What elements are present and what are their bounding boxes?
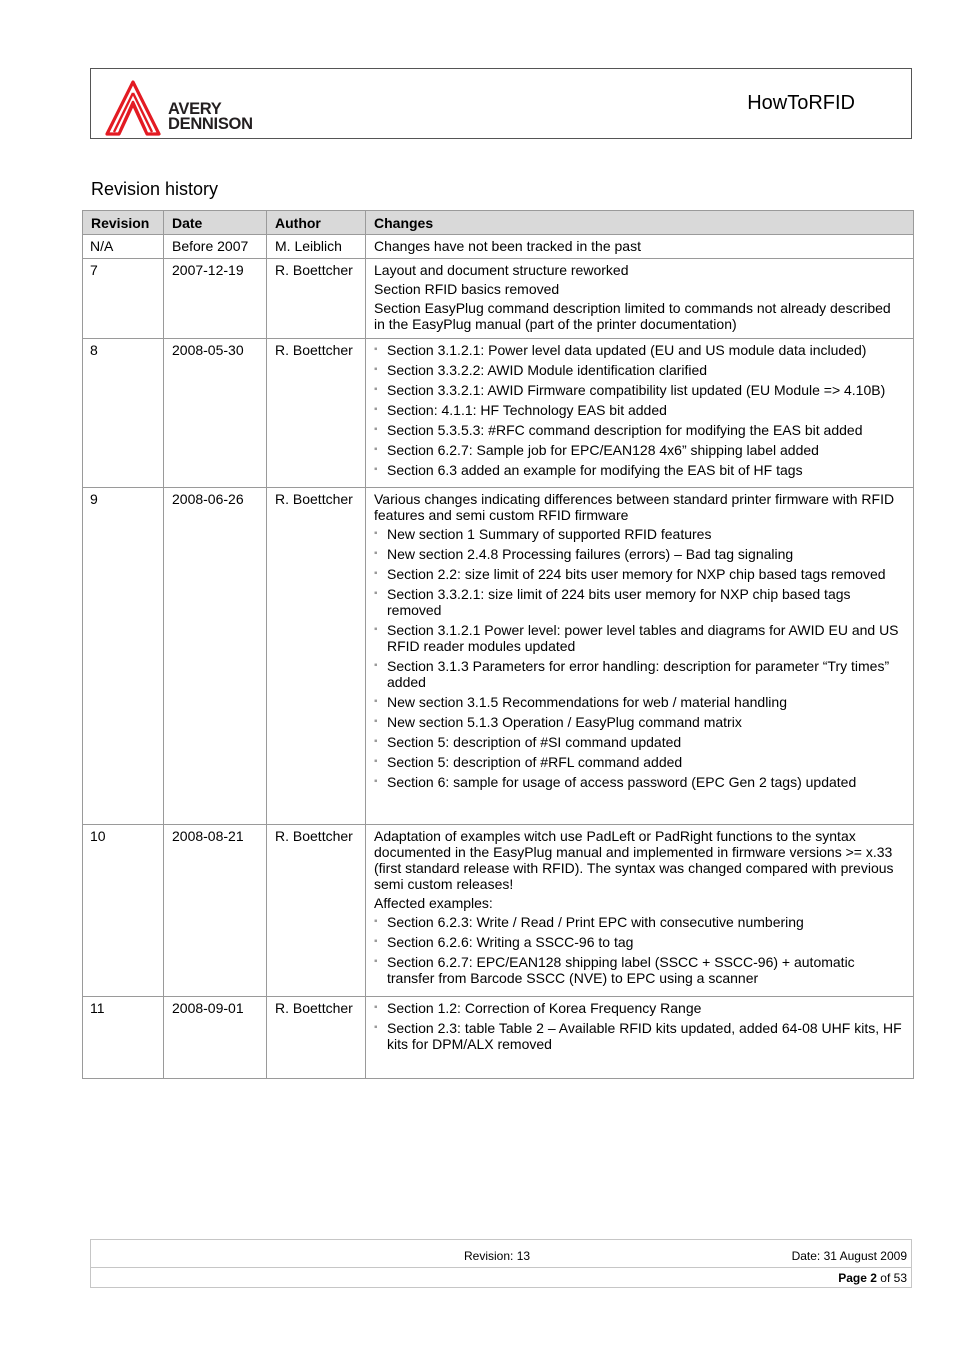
bullet-icon: ▪ xyxy=(374,364,378,375)
change-list-item xyxy=(374,422,905,438)
change-list-item xyxy=(374,1000,905,1016)
date-cell: 2008-09-01 xyxy=(164,997,267,1079)
change-list-item xyxy=(374,694,905,710)
bullet-icon: ▪ xyxy=(374,660,378,671)
change-item-text: Section 2.2: size limit of 224 bits user memory for NXP chip based tags removed xyxy=(387,566,886,582)
column-header-date: Date xyxy=(164,211,267,235)
change-item-text: Section 6.2.3: Write / Read / Print EPC with consecutive numbering xyxy=(387,914,804,930)
revision-cell: 8 xyxy=(83,339,164,488)
page-label: Page xyxy=(838,1271,867,1285)
page-header xyxy=(90,68,912,139)
footer-date: Date: 31 August 2009 xyxy=(791,1249,907,1263)
change-list xyxy=(374,914,905,986)
change-list-item xyxy=(374,442,905,458)
changes-cell xyxy=(366,339,914,488)
change-list-item xyxy=(374,586,905,618)
section-title: Revision history xyxy=(91,179,219,199)
bullet-icon: ▪ xyxy=(374,776,378,787)
bullet-icon: ▪ xyxy=(374,528,378,539)
bullet-icon: ▪ xyxy=(374,716,378,727)
changes-cell xyxy=(366,825,914,997)
change-paragraph: Layout and document structure reworked xyxy=(374,262,629,278)
change-list-item xyxy=(374,754,905,770)
change-list xyxy=(374,342,905,478)
bullet-icon: ▪ xyxy=(374,444,378,455)
bullet-icon: ▪ xyxy=(374,956,378,967)
table-row xyxy=(83,235,914,259)
revision-cell: 10 xyxy=(83,825,164,997)
avery-dennison-logo xyxy=(105,80,281,136)
document-title: HowToRFID xyxy=(747,92,855,114)
change-list-item xyxy=(374,714,905,730)
revision-history-table xyxy=(82,210,914,1079)
change-item-text: New section 5.1.3 Operation / EasyPlug command matrix xyxy=(387,714,742,730)
change-list-item xyxy=(374,734,905,750)
bullet-icon: ▪ xyxy=(374,936,378,947)
change-item-text: Section 3.1.2.1 Power level: power level tables and diagrams for AWID EU and US RFID reader modules updated xyxy=(387,622,899,654)
change-item-text: Section 3.3.2.1: AWID Firmware compatibility list updated (EU Module => 4.10B) xyxy=(387,382,886,398)
date-cell: 2007-12-19 xyxy=(164,259,267,339)
page-total: of 53 xyxy=(880,1271,907,1285)
logo-wordmark xyxy=(168,102,253,132)
bullet-icon: ▪ xyxy=(374,916,378,927)
bullet-icon: ▪ xyxy=(374,404,378,415)
table-row xyxy=(83,825,914,997)
revision-cell: 11 xyxy=(83,997,164,1079)
change-list-item xyxy=(374,954,905,986)
bullet-icon: ▪ xyxy=(374,424,378,435)
bullet-icon: ▪ xyxy=(374,1022,378,1033)
author-cell: R. Boettcher xyxy=(267,997,366,1079)
column-header-revision: Revision xyxy=(83,211,164,235)
change-list-item xyxy=(374,622,905,654)
change-list-item xyxy=(374,914,905,930)
change-list-item xyxy=(374,658,905,690)
bullet-icon: ▪ xyxy=(374,696,378,707)
date-cell: 2008-06-26 xyxy=(164,488,267,825)
author-cell: R. Boettcher xyxy=(267,825,366,997)
change-paragraph: Adaptation of examples witch use PadLeft or PadRight functions to the syntax documented in the EasyPlug manual and implemented in firmware versions >= x.33 (first standard release with RFID). The syntax was changed compared with previous semi custom releases! xyxy=(374,828,894,892)
change-item-text: New section 3.1.5 Recommendations for web / material handling xyxy=(387,694,787,710)
revision-cell: 7 xyxy=(83,259,164,339)
table-row xyxy=(83,259,914,339)
revision-cell: N/A xyxy=(83,235,164,259)
change-paragraph: Changes have not been tracked in the past xyxy=(374,238,641,254)
change-list-item xyxy=(374,526,905,542)
page-number xyxy=(838,1271,907,1285)
date-cell: 2008-08-21 xyxy=(164,825,267,997)
changes-cell xyxy=(366,488,914,825)
changes-cell xyxy=(366,997,914,1079)
change-item-text: Section 5: description of #RFL command added xyxy=(387,754,683,770)
change-list-item xyxy=(374,566,905,582)
change-item-text: Section 2.3: table Table 2 – Available RFID kits updated, added 64-08 UHF kits, HF kits for DPM/ALX removed xyxy=(387,1020,902,1052)
bullet-icon: ▪ xyxy=(374,1002,378,1013)
change-item-text: Section: 4.1.1: HF Technology EAS bit added xyxy=(387,402,667,418)
bullet-icon: ▪ xyxy=(374,568,378,579)
change-list-item xyxy=(374,1020,905,1052)
change-item-text: Section 5.3.5.3: #RFC command description for modifying the EAS bit added xyxy=(387,422,863,438)
change-list-item xyxy=(374,342,905,358)
change-item-text: Section 6.3 added an example for modifying the EAS bit of HF tags xyxy=(387,462,803,478)
change-item-text: Section 3.3.2.2: AWID Module identification clarified xyxy=(387,362,708,378)
revision-cell: 9 xyxy=(83,488,164,825)
logo-line-2: DENNISON xyxy=(168,115,253,133)
change-list-item xyxy=(374,462,905,478)
table-row xyxy=(83,488,914,825)
change-list xyxy=(374,526,905,790)
change-list-item xyxy=(374,546,905,562)
author-cell: R. Boettcher xyxy=(267,339,366,488)
table-header-row xyxy=(83,211,914,235)
date-cell: Before 2007 xyxy=(164,235,267,259)
footer-divider xyxy=(91,1267,911,1268)
change-paragraph: Affected examples: xyxy=(374,895,493,911)
change-item-text: Section 6.2.7: Sample job for EPC/EAN128 4x6” shipping label added xyxy=(387,442,819,458)
author-cell: R. Boettcher xyxy=(267,259,366,339)
change-item-text: Section 3.1.2.1: Power level data updated (EU and US module data included) xyxy=(387,342,867,358)
change-item-text: Section 5: description of #SI command updated xyxy=(387,734,682,750)
change-item-text: Section 6: sample for usage of access password (EPC Gen 2 tags) updated xyxy=(387,774,857,790)
changes-cell xyxy=(366,259,914,339)
change-paragraph: Section EasyPlug command description limited to commands not already described in the EasyPlug manual (part of the printer documentation) xyxy=(374,300,891,332)
page-current: 2 xyxy=(870,1271,877,1285)
changes-cell xyxy=(366,235,914,259)
change-item-text: Section 3.1.3 Parameters for error handling: description for parameter “Try times” added xyxy=(387,658,890,690)
bullet-icon: ▪ xyxy=(374,464,378,475)
logo-mark-icon xyxy=(105,80,161,136)
change-paragraph: Section RFID basics removed xyxy=(374,281,560,297)
change-item-text: Section 1.2: Correction of Korea Frequency Range xyxy=(387,1000,702,1016)
change-list xyxy=(374,1000,905,1052)
logo-line-1: AVERY xyxy=(168,100,222,118)
change-list-item xyxy=(374,774,905,790)
page-footer xyxy=(90,1239,912,1288)
change-list-item xyxy=(374,382,905,398)
bullet-icon: ▪ xyxy=(374,588,378,599)
change-list-item xyxy=(374,362,905,378)
change-item-text: Section 6.2.6: Writing a SSCC-96 to tag xyxy=(387,934,634,950)
table-row xyxy=(83,339,914,488)
date-cell: 2008-05-30 xyxy=(164,339,267,488)
change-list-item xyxy=(374,934,905,950)
column-header-changes: Changes xyxy=(366,211,914,235)
author-cell: M. Leiblich xyxy=(267,235,366,259)
bullet-icon: ▪ xyxy=(374,548,378,559)
column-header-author: Author xyxy=(267,211,366,235)
change-item-text: New section 2.4.8 Processing failures (errors) – Bad tag signaling xyxy=(387,546,794,562)
bullet-icon: ▪ xyxy=(374,736,378,747)
change-paragraph: Various changes indicating differences between standard printer firmware with RFID features and semi custom RFID firmware xyxy=(374,491,895,523)
change-list-item xyxy=(374,402,905,418)
bullet-icon: ▪ xyxy=(374,384,378,395)
change-item-text: Section 3.3.2.1: size limit of 224 bits user memory for NXP chip based tags removed xyxy=(387,586,851,618)
change-item-text: New section 1 Summary of supported RFID features xyxy=(387,526,712,542)
bullet-icon: ▪ xyxy=(374,344,378,355)
author-cell: R. Boettcher xyxy=(267,488,366,825)
table-row xyxy=(83,997,914,1079)
bullet-icon: ▪ xyxy=(374,624,378,635)
bullet-icon: ▪ xyxy=(374,756,378,767)
footer-revision: Revision: 13 xyxy=(464,1249,531,1263)
change-item-text: Section 6.2.7: EPC/EAN128 shipping label (SSCC + SSCC-96) + automatic transfer from Barcode SSCC (NVE) to EPC using a scanner xyxy=(387,954,855,986)
